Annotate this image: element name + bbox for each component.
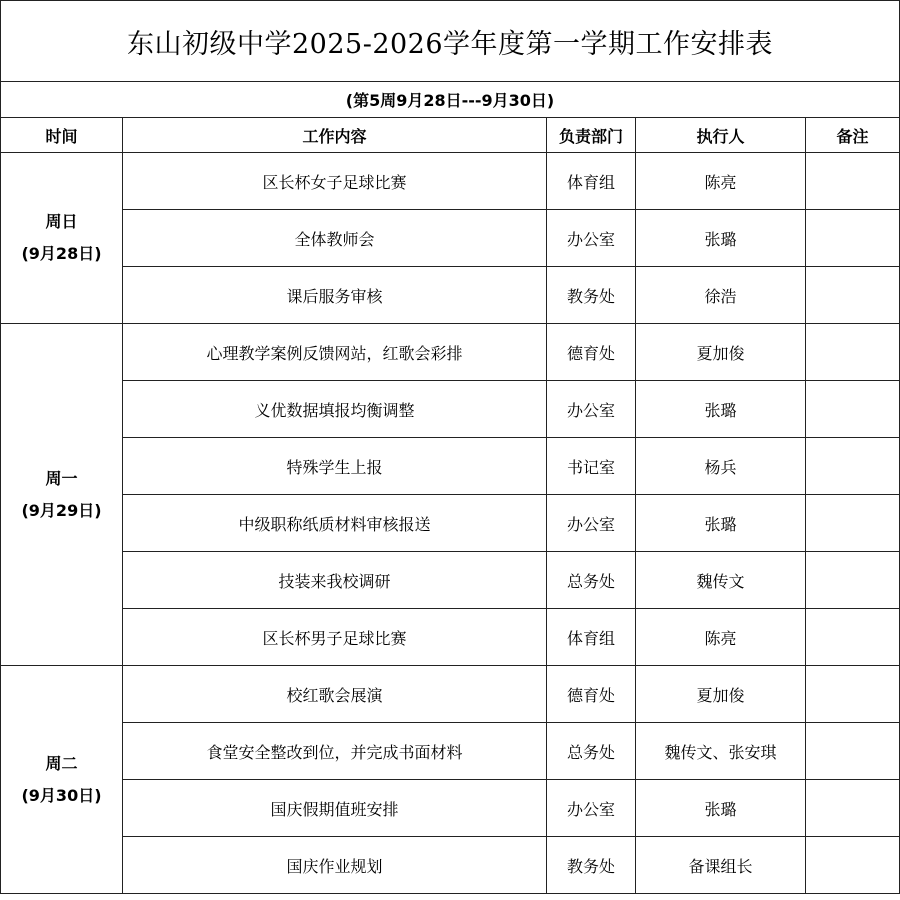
content-cell: 课后服务审核 xyxy=(123,267,547,324)
executor-cell: 魏传文 xyxy=(636,552,806,609)
remarks-cell xyxy=(806,153,900,210)
day-name: 周一 xyxy=(45,468,78,488)
sheet-title: 东山初级中学2025-2026学年度第一学期工作安排表 xyxy=(1,1,900,82)
remarks-cell xyxy=(806,609,900,666)
executor-cell: 魏传文、张安琪 xyxy=(636,723,806,780)
remarks-cell xyxy=(806,324,900,381)
remarks-cell xyxy=(806,438,900,495)
executor-cell: 夏加俊 xyxy=(636,666,806,723)
remarks-cell xyxy=(806,723,900,780)
header-department: 负责部门 xyxy=(547,118,636,153)
department-cell: 德育处 xyxy=(547,666,636,723)
table-row xyxy=(1,267,900,324)
table-row xyxy=(1,666,900,723)
remarks-cell xyxy=(806,552,900,609)
header-content: 工作内容 xyxy=(123,118,547,153)
department-cell: 体育组 xyxy=(547,153,636,210)
table-row xyxy=(1,210,900,267)
remarks-cell xyxy=(806,210,900,267)
remarks-cell xyxy=(806,780,900,837)
remarks-cell xyxy=(806,381,900,438)
department-cell: 德育处 xyxy=(547,324,636,381)
remarks-cell xyxy=(806,495,900,552)
department-cell: 办公室 xyxy=(547,210,636,267)
content-cell: 国庆假期值班安排 xyxy=(123,780,547,837)
day-cell xyxy=(1,153,123,324)
content-cell: 义优数据填报均衡调整 xyxy=(123,381,547,438)
table-row xyxy=(1,153,900,210)
executor-cell: 陈亮 xyxy=(636,153,806,210)
table-row xyxy=(1,495,900,552)
schedule-body xyxy=(1,153,900,894)
content-cell: 全体教师会 xyxy=(123,210,547,267)
day-name: 周日 xyxy=(45,212,78,231)
table-row xyxy=(1,552,900,609)
remarks-cell xyxy=(806,666,900,723)
table-row xyxy=(1,324,900,381)
executor-cell: 张璐 xyxy=(636,495,806,552)
header-time: 时间 xyxy=(1,118,123,153)
week-label: (第5周9月28日---9月30日) xyxy=(1,82,900,118)
remarks-cell xyxy=(806,267,900,324)
content-cell: 技装来我校调研 xyxy=(123,552,547,609)
table-row xyxy=(1,609,900,666)
table-row xyxy=(1,438,900,495)
day-name: 周二 xyxy=(45,753,78,773)
executor-cell: 徐浩 xyxy=(636,267,806,324)
department-cell: 书记室 xyxy=(547,438,636,495)
department-cell: 办公室 xyxy=(547,381,636,438)
table-row xyxy=(1,723,900,780)
content-cell: 区长杯女子足球比赛 xyxy=(123,153,547,210)
content-cell: 心理教学案例反馈网站，红歌会彩排 xyxy=(123,324,547,381)
executor-cell: 张璐 xyxy=(636,780,806,837)
day-date: (9月28日) xyxy=(21,244,102,263)
header-remarks: 备注 xyxy=(806,118,900,153)
content-cell: 中级职称纸质材料审核报送 xyxy=(123,495,547,552)
content-cell: 区长杯男子足球比赛 xyxy=(123,609,547,666)
executor-cell: 杨兵 xyxy=(636,438,806,495)
content-cell: 校红歌会展演 xyxy=(123,666,547,723)
executor-cell: 张璐 xyxy=(636,381,806,438)
executor-cell: 陈亮 xyxy=(636,609,806,666)
department-cell: 办公室 xyxy=(547,495,636,552)
remarks-cell xyxy=(806,837,900,894)
executor-cell: 备课组长 xyxy=(636,837,806,894)
department-cell: 教务处 xyxy=(547,267,636,324)
department-cell: 办公室 xyxy=(547,780,636,837)
department-cell: 总务处 xyxy=(547,723,636,780)
table-row xyxy=(1,780,900,837)
executor-cell: 夏加俊 xyxy=(636,324,806,381)
content-cell: 国庆作业规划 xyxy=(123,837,547,894)
department-cell: 体育组 xyxy=(547,609,636,666)
executor-cell: 张璐 xyxy=(636,210,806,267)
day-cell xyxy=(1,324,123,666)
content-cell: 食堂安全整改到位，并完成书面材料 xyxy=(123,723,547,780)
content-cell: 特殊学生上报 xyxy=(123,438,547,495)
day-cell xyxy=(1,666,123,894)
header-executor: 执行人 xyxy=(636,118,806,153)
table-row xyxy=(1,381,900,438)
department-cell: 教务处 xyxy=(547,837,636,894)
department-cell: 总务处 xyxy=(547,552,636,609)
table-row xyxy=(1,837,900,894)
day-date: (9月30日) xyxy=(21,785,102,805)
day-date: (9月29日) xyxy=(21,500,102,520)
